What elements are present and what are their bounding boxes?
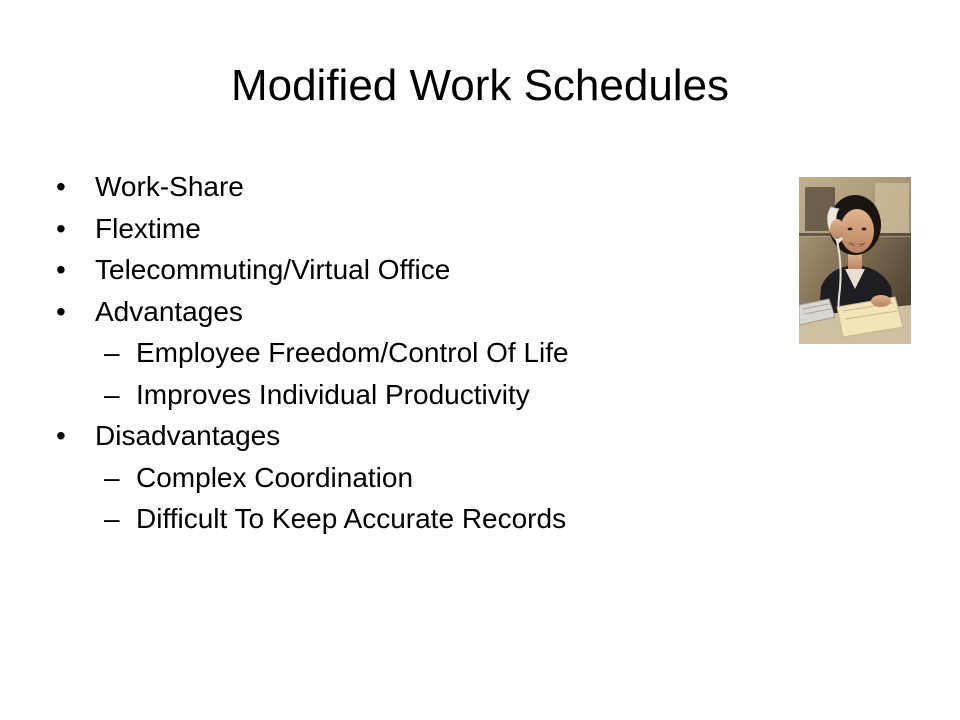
sub-bullet-item: [56, 374, 776, 416]
bullet-text: Flextime: [95, 212, 201, 244]
bullet-text: Disadvantages: [95, 420, 281, 451]
bullet-item: [56, 208, 776, 250]
woman-on-phone-photo: [799, 177, 911, 344]
sub-bullet-marker: –: [104, 461, 120, 493]
bullet-item: [56, 415, 776, 457]
sub-bullet-text: Complex Coordination: [136, 461, 414, 493]
sub-bullet-text: Employee Freedom/Control Of Life: [136, 337, 569, 368]
sub-bullet-marker: –: [104, 503, 120, 534]
sub-bullet-text: Difficult To Keep Accurate Records: [136, 503, 567, 534]
bullet-marker: •: [56, 171, 66, 202]
sub-bullet-text: Improves Individual Productivity: [136, 378, 530, 410]
bullet-marker: •: [56, 212, 66, 244]
sub-bullet-marker: –: [104, 378, 120, 410]
slide-title: Modified Work Schedules: [230, 61, 730, 110]
sub-bullet-item: [56, 498, 776, 540]
sub-bullet-item: [56, 332, 776, 374]
sub-bullet-marker: –: [104, 337, 120, 368]
bullet-text: Advantages: [95, 295, 243, 327]
bullet-marker: •: [56, 254, 66, 285]
bullet-marker: •: [56, 420, 66, 451]
bullet-text: Telecommuting/Virtual Office: [95, 254, 451, 285]
bullet-item: [56, 166, 776, 208]
bullet-item: [56, 249, 776, 291]
bullet-list: [56, 166, 776, 540]
bullet-item: [56, 291, 776, 333]
bullet-marker: •: [56, 295, 66, 327]
sub-bullet-item: [56, 457, 776, 499]
bullet-text: Work-Share: [95, 171, 244, 202]
